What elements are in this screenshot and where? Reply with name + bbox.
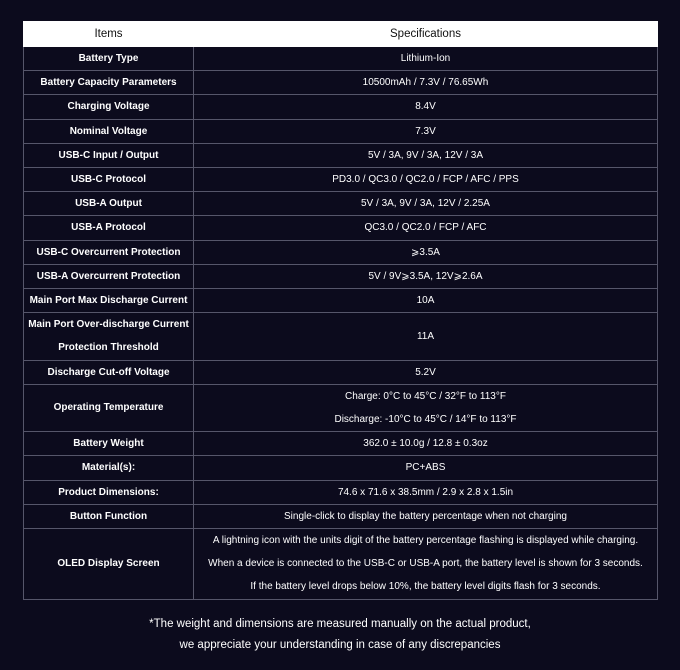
spec-value-cell <box>194 143 658 167</box>
table-row <box>24 384 658 431</box>
table-row <box>24 216 658 240</box>
spec-item-cell <box>24 168 194 192</box>
spec-item-cell <box>24 71 194 95</box>
table-row <box>24 143 658 167</box>
spec-value-cell <box>194 384 658 431</box>
table-row <box>24 119 658 143</box>
spec-value-text: Discharge: -10°C to 45°C / 14°F to 113°F <box>334 414 517 426</box>
spec-item-label: Charging Voltage <box>67 101 150 113</box>
spec-item-cell <box>24 143 194 167</box>
spec-item-cell <box>24 264 194 288</box>
spec-value-text: PC+ABS <box>405 462 446 474</box>
footnote <box>0 614 680 656</box>
spec-item-label: Battery Capacity Parameters <box>40 77 177 89</box>
spec-value-cell <box>194 95 658 119</box>
spec-value-text: If the battery level drops below 10%, the battery level digits flash for 3 seconds. <box>250 581 601 593</box>
spec-value-text: PD3.0 / QC3.0 / QC2.0 / FCP / AFC / PPS <box>332 174 519 186</box>
spec-table-container <box>23 21 657 600</box>
spec-item-cell <box>24 192 194 216</box>
spec-value-cell <box>194 289 658 313</box>
spec-value-text: 74.6 x 71.6 x 38.5mm / 2.9 x 2.8 x 1.5in <box>337 486 514 498</box>
spec-value-text: 10A <box>416 295 435 307</box>
spec-value-text: 7.3V <box>415 125 436 137</box>
table-row <box>24 313 658 360</box>
footnote-line-2: we appreciate your understanding in case of any discrepancies <box>179 639 501 651</box>
spec-value-cell <box>194 216 658 240</box>
table-row <box>24 47 658 71</box>
spec-value-text: When a device is connected to the USB-C or USB-A port, the battery level is shown for 3 seconds. <box>208 558 643 570</box>
spec-item-cell <box>24 480 194 504</box>
spec-item-cell <box>24 216 194 240</box>
spec-item-label: Main Port Over-discharge Current <box>28 319 189 331</box>
spec-item-label: OLED Display Screen <box>57 558 160 570</box>
spec-item-cell <box>24 432 194 456</box>
table-row <box>24 240 658 264</box>
spec-item-label: Battery Weight <box>73 438 144 450</box>
spec-value-cell <box>194 264 658 288</box>
spec-value-cell <box>194 504 658 528</box>
table-row <box>24 529 658 600</box>
table-row <box>24 192 658 216</box>
table-row <box>24 456 658 480</box>
header-specifications: Specifications <box>194 22 658 47</box>
spec-item-cell <box>24 529 194 600</box>
spec-item-label: Nominal Voltage <box>69 125 148 137</box>
table-row <box>24 480 658 504</box>
spec-value-text: 5V / 3A, 9V / 3A, 12V / 2.25A <box>361 198 490 210</box>
spec-item-cell <box>24 456 194 480</box>
spec-value-cell <box>194 456 658 480</box>
spec-value-cell <box>194 47 658 71</box>
spec-value-text: 10500mAh / 7.3V / 76.65Wh <box>362 77 489 89</box>
spec-value-text: Single-click to display the battery percentage when not charging <box>284 510 567 522</box>
spec-value-cell <box>194 192 658 216</box>
spec-item-label: Button Function <box>69 510 148 522</box>
table-row <box>24 289 658 313</box>
spec-value-cell <box>194 529 658 600</box>
spec-item-label: Product Dimensions: <box>58 486 159 498</box>
spec-item-label: Battery Type <box>78 53 139 64</box>
table-row <box>24 168 658 192</box>
spec-value-cell <box>194 168 658 192</box>
spec-value-cell <box>194 432 658 456</box>
spec-item-cell <box>24 95 194 119</box>
table-row <box>24 360 658 384</box>
spec-value-cell <box>194 480 658 504</box>
spec-item-label: USB-C Protocol <box>71 174 146 186</box>
table-row <box>24 432 658 456</box>
spec-value-cell <box>194 313 658 360</box>
spec-value-text: 5.2V <box>415 366 436 378</box>
spec-value-text: 11A <box>416 330 435 342</box>
spec-item-label: USB-C Input / Output <box>58 149 159 161</box>
spec-value-cell <box>194 360 658 384</box>
spec-item-label: Operating Temperature <box>53 402 164 414</box>
spec-item-label: Main Port Max Discharge Current <box>29 295 188 307</box>
spec-value-text: 5V / 3A, 9V / 3A, 12V / 3A <box>367 149 484 161</box>
spec-value-text: Charge: 0°C to 45°C / 32°F to 113°F <box>345 390 506 402</box>
spec-item-label: Protection Threshold <box>58 342 159 354</box>
spec-item-cell <box>24 240 194 264</box>
spec-value-text: QC3.0 / QC2.0 / FCP / AFC <box>364 222 487 234</box>
spec-item-label: USB-A Output <box>75 198 142 210</box>
spec-item-cell <box>24 47 194 71</box>
spec-item-label: USB-A Overcurrent Protection <box>36 270 181 282</box>
spec-item-cell <box>24 119 194 143</box>
spec-item-label: Material(s): <box>81 462 136 474</box>
spec-value-text: ⩾3.5A <box>411 246 440 258</box>
table-body <box>24 47 658 600</box>
spec-value-cell <box>194 119 658 143</box>
spec-value-text: 8.4V <box>415 101 436 113</box>
spec-table <box>23 21 658 600</box>
spec-value-cell <box>194 71 658 95</box>
spec-value-text: 362.0 ± 10.0g / 12.8 ± 0.3oz <box>363 438 488 450</box>
header-items: Items <box>24 22 194 47</box>
spec-item-label: USB-C Overcurrent Protection <box>36 246 181 258</box>
spec-value-cell <box>194 240 658 264</box>
spec-item-cell <box>24 313 194 360</box>
spec-item-label: Discharge Cut-off Voltage <box>47 366 170 378</box>
spec-item-cell <box>24 384 194 431</box>
spec-item-label: USB-A Protocol <box>71 222 146 234</box>
spec-value-text: A lightning icon with the units digit of the battery percentage flashing is displayed while charging. <box>212 535 639 547</box>
spec-value-text: 5V / 9V⩾3.5A, 12V⩾2.6A <box>368 270 483 282</box>
spec-item-cell <box>24 504 194 528</box>
spec-item-cell <box>24 360 194 384</box>
table-row <box>24 264 658 288</box>
table-row <box>24 504 658 528</box>
table-header-row <box>24 22 658 47</box>
spec-value-text: Lithium-Ion <box>400 53 451 64</box>
footnote-line-1: *The weight and dimensions are measured manually on the actual product, <box>149 618 531 630</box>
spec-item-cell <box>24 289 194 313</box>
table-row <box>24 95 658 119</box>
table-row <box>24 71 658 95</box>
